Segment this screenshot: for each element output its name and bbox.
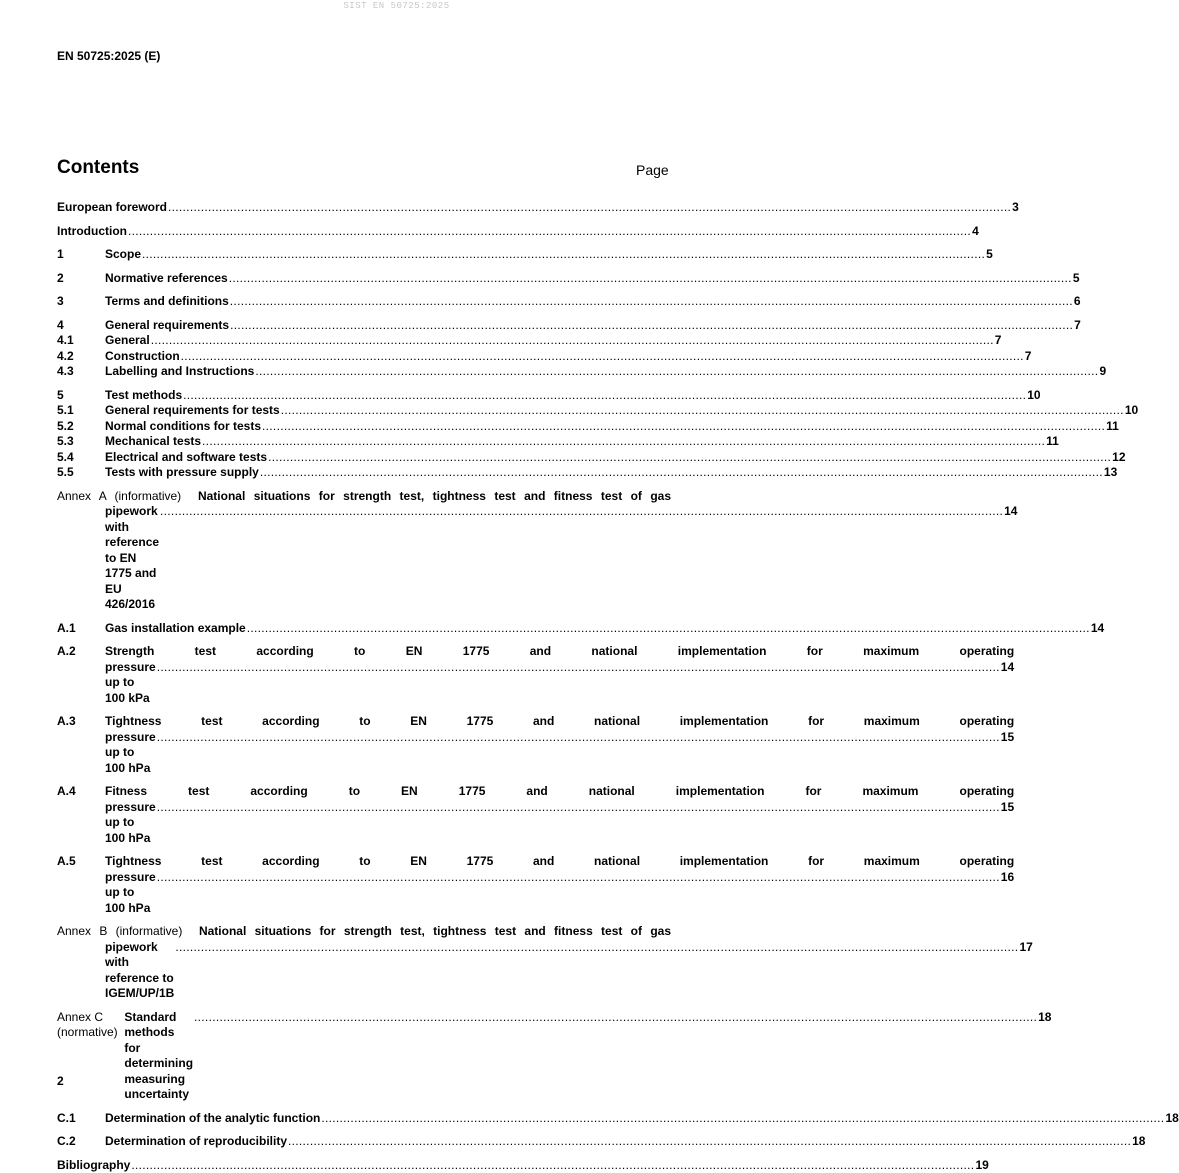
- toc-entry-text: Tightness test according to EN 1775 and national implementation for maximum operating: [105, 714, 1014, 730]
- toc-entry-annex-c[interactable]: [57, 1010, 671, 1103]
- toc-entry-text: Test methods: [105, 388, 182, 404]
- toc-entry-number: 5: [57, 388, 105, 404]
- toc-entry-text: Introduction: [57, 224, 127, 240]
- toc-entry-text: Terms and definitions: [105, 294, 229, 310]
- toc-entry-5-4[interactable]: [57, 450, 671, 466]
- toc-entry-a-5[interactable]: [57, 854, 671, 916]
- page-title: Contents: [57, 157, 139, 179]
- annex-label: Annex A (informative): [57, 489, 181, 503]
- toc-entry-text: Construction: [105, 349, 180, 365]
- annex-title: National situations for strength test, tightness test and fitness test of gas: [199, 924, 671, 938]
- toc-entry-number: A.1: [57, 621, 105, 637]
- toc-entry-5-3[interactable]: [57, 434, 671, 450]
- toc-entry-bibliography[interactable]: [57, 1158, 671, 1173]
- toc-entry-page: 3: [1012, 200, 1019, 216]
- toc-entry-number: 5.5: [57, 465, 105, 481]
- toc-entry-terms[interactable]: [57, 294, 671, 310]
- toc-entry-page: 12: [1112, 450, 1125, 466]
- toc-entry-text: General requirements: [105, 318, 229, 334]
- toc-entry-text: General requirements for tests: [105, 403, 280, 419]
- toc-entry-text: Fitness test according to EN 1775 and national implementation for maximum operating: [105, 784, 1014, 800]
- toc-entry-text: Normal conditions for tests: [105, 419, 261, 435]
- toc-entry-text: Bibliography: [57, 1158, 130, 1173]
- toc-entry-number: A.3: [57, 714, 105, 776]
- toc-entry-page: 16: [1001, 870, 1014, 886]
- document-id: EN 50725:2025 (E): [57, 49, 160, 63]
- toc-entry-number: 2: [57, 271, 105, 287]
- toc-entry-number: A.5: [57, 854, 105, 916]
- toc-entry-number: 5.2: [57, 419, 105, 435]
- toc-entry-page: 7: [995, 333, 1002, 349]
- toc-entry-text: European foreword: [57, 200, 167, 216]
- toc-entry-page: 17: [1019, 940, 1032, 956]
- toc-entry-foreword[interactable]: [57, 200, 671, 216]
- toc-entry-text-continued: pressure up to 100 hPa: [105, 870, 156, 917]
- toc-entry-text-continued: pressure up to 100 kPa: [105, 660, 156, 707]
- page-column-label: Page: [636, 162, 669, 178]
- toc-entry-number: 4.3: [57, 364, 105, 380]
- toc-entry-text: Electrical and software tests: [105, 450, 267, 466]
- annex-label: Annex B (informative): [57, 924, 182, 938]
- footer-page-number: 2: [57, 1074, 64, 1088]
- toc-entry-a-2[interactable]: [57, 644, 671, 706]
- toc-entry-text: Gas installation example: [105, 621, 246, 637]
- toc-entry-page: 14: [1001, 660, 1014, 676]
- toc-entry-number: A.2: [57, 644, 105, 706]
- toc-entry-text-continued: pressure up to 100 hPa: [105, 730, 156, 777]
- toc-entry-page: 5: [1073, 271, 1080, 287]
- toc-entry-page: 11: [1106, 419, 1119, 435]
- toc-entry-page: 6: [1074, 294, 1081, 310]
- toc-entry-page: 19: [975, 1158, 988, 1173]
- toc-entry-text: Tightness test according to EN 1775 and national implementation for maximum operating: [105, 854, 1014, 870]
- annex-title: Standard methods for determining measuring uncertainty: [124, 1010, 193, 1103]
- toc-entry-text: Normative references: [105, 271, 228, 287]
- annex-title-continued: pipework with reference to EN 1775 and EU 426/2016: [105, 504, 159, 613]
- toc-entry-number: A.4: [57, 784, 105, 846]
- table-of-contents: [57, 200, 671, 1173]
- toc-entry-page: 7: [1074, 318, 1081, 334]
- toc-entry-page: 15: [1001, 800, 1014, 816]
- toc-entry-page: 5: [986, 247, 993, 263]
- toc-entry-a-3[interactable]: [57, 714, 671, 776]
- toc-entry-text: Strength test according to EN 1775 and national implementation for maximum operating: [105, 644, 1014, 660]
- toc-entry-4-2[interactable]: [57, 349, 671, 365]
- toc-entry-text: Labelling and Instructions: [105, 364, 254, 380]
- toc-entry-text: Determination of reproducibility: [105, 1134, 287, 1150]
- toc-entry-page: 7: [1025, 349, 1032, 365]
- toc-entry-text-continued: pressure up to 100 hPa: [105, 800, 156, 847]
- toc-entry-page: 18: [1038, 1010, 1051, 1026]
- toc-entry-5-2[interactable]: [57, 419, 671, 435]
- annex-title: National situations for strength test, tightness test and fitness test of gas: [198, 489, 671, 503]
- toc-entry-general-requirements[interactable]: [57, 318, 671, 334]
- toc-entry-text: Determination of the analytic function: [105, 1111, 320, 1127]
- toc-entry-c-2[interactable]: [57, 1134, 671, 1150]
- toc-entry-5-1[interactable]: [57, 403, 671, 419]
- toc-entry-page: 14: [1004, 504, 1017, 520]
- toc-entry-annex-a[interactable]: [57, 489, 671, 613]
- toc-entry-number: 5.3: [57, 434, 105, 450]
- toc-entry-annex-b[interactable]: [57, 924, 671, 1002]
- toc-entry-scope[interactable]: [57, 247, 671, 263]
- toc-entry-introduction[interactable]: [57, 224, 671, 240]
- toc-entry-number: 5.1: [57, 403, 105, 419]
- watermark: SIST EN 50725:2025: [0, 1, 793, 11]
- toc-entry-number: C.1: [57, 1111, 105, 1127]
- toc-entry-text: General: [105, 333, 150, 349]
- toc-entry-page: 15: [1001, 730, 1014, 746]
- toc-entry-c-1[interactable]: [57, 1111, 671, 1127]
- toc-entry-page: 11: [1046, 434, 1059, 450]
- toc-entry-4-3[interactable]: [57, 364, 671, 380]
- toc-entry-text: Tests with pressure supply: [105, 465, 259, 481]
- toc-entry-text: Mechanical tests: [105, 434, 201, 450]
- toc-entry-number: C.2: [57, 1134, 105, 1150]
- toc-entry-page: 13: [1104, 465, 1117, 481]
- toc-entry-page: 10: [1125, 403, 1138, 419]
- toc-entry-a-4[interactable]: [57, 784, 671, 846]
- toc-entry-test-methods[interactable]: [57, 388, 671, 404]
- annex-label: Annex C (normative): [57, 1010, 118, 1041]
- toc-entry-5-5[interactable]: [57, 465, 671, 481]
- toc-entry-text: Scope: [105, 247, 141, 263]
- toc-entry-page: 18: [1132, 1134, 1145, 1150]
- annex-title-continued: pipework with reference to IGEM/UP/1B: [105, 940, 174, 1002]
- toc-entry-number: 3: [57, 294, 105, 310]
- toc-entry-page: 18: [1165, 1111, 1178, 1127]
- toc-entry-page: 9: [1099, 364, 1106, 380]
- toc-entry-a-1[interactable]: [57, 621, 671, 637]
- toc-entry-page: 10: [1027, 388, 1040, 404]
- toc-entry-page: 4: [972, 224, 979, 240]
- toc-entry-number: 4.1: [57, 333, 105, 349]
- toc-entry-number: 4: [57, 318, 105, 334]
- toc-entry-4-1[interactable]: [57, 333, 671, 349]
- toc-entry-number: 5.4: [57, 450, 105, 466]
- toc-entry-number: 4.2: [57, 349, 105, 365]
- toc-entry-normative-references[interactable]: [57, 271, 671, 287]
- toc-entry-number: 1: [57, 247, 105, 263]
- toc-entry-page: 14: [1091, 621, 1104, 637]
